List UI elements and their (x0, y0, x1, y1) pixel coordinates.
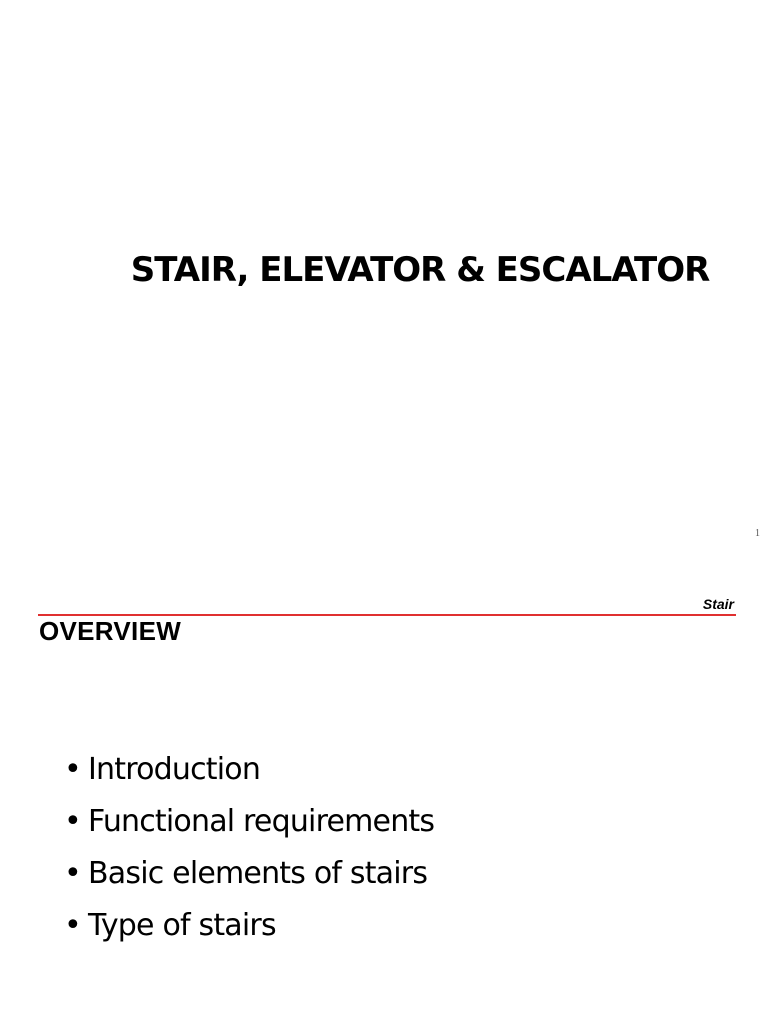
bullet-text: Basic elements of stairs (88, 856, 428, 891)
list-item (64, 744, 434, 796)
bullet-text: Introduction (88, 752, 261, 787)
bullet-icon: • (64, 804, 81, 839)
list-item (64, 848, 434, 900)
list-item (64, 900, 434, 952)
slide-title: STAIR, ELEVATOR & ESCALATOR (130, 250, 710, 290)
page-number: 1 (755, 528, 760, 539)
bullet-list (64, 744, 434, 952)
overview-slide (0, 560, 768, 1024)
list-item (64, 796, 434, 848)
bullet-text: Functional requirements (88, 804, 435, 839)
bullet-icon: • (64, 752, 81, 787)
bullet-icon: • (64, 908, 81, 943)
section-tag: Stair (702, 596, 734, 612)
slide-heading: OVERVIEW (39, 616, 182, 646)
bullet-icon: • (64, 856, 81, 891)
bullet-text: Type of stairs (88, 908, 276, 943)
